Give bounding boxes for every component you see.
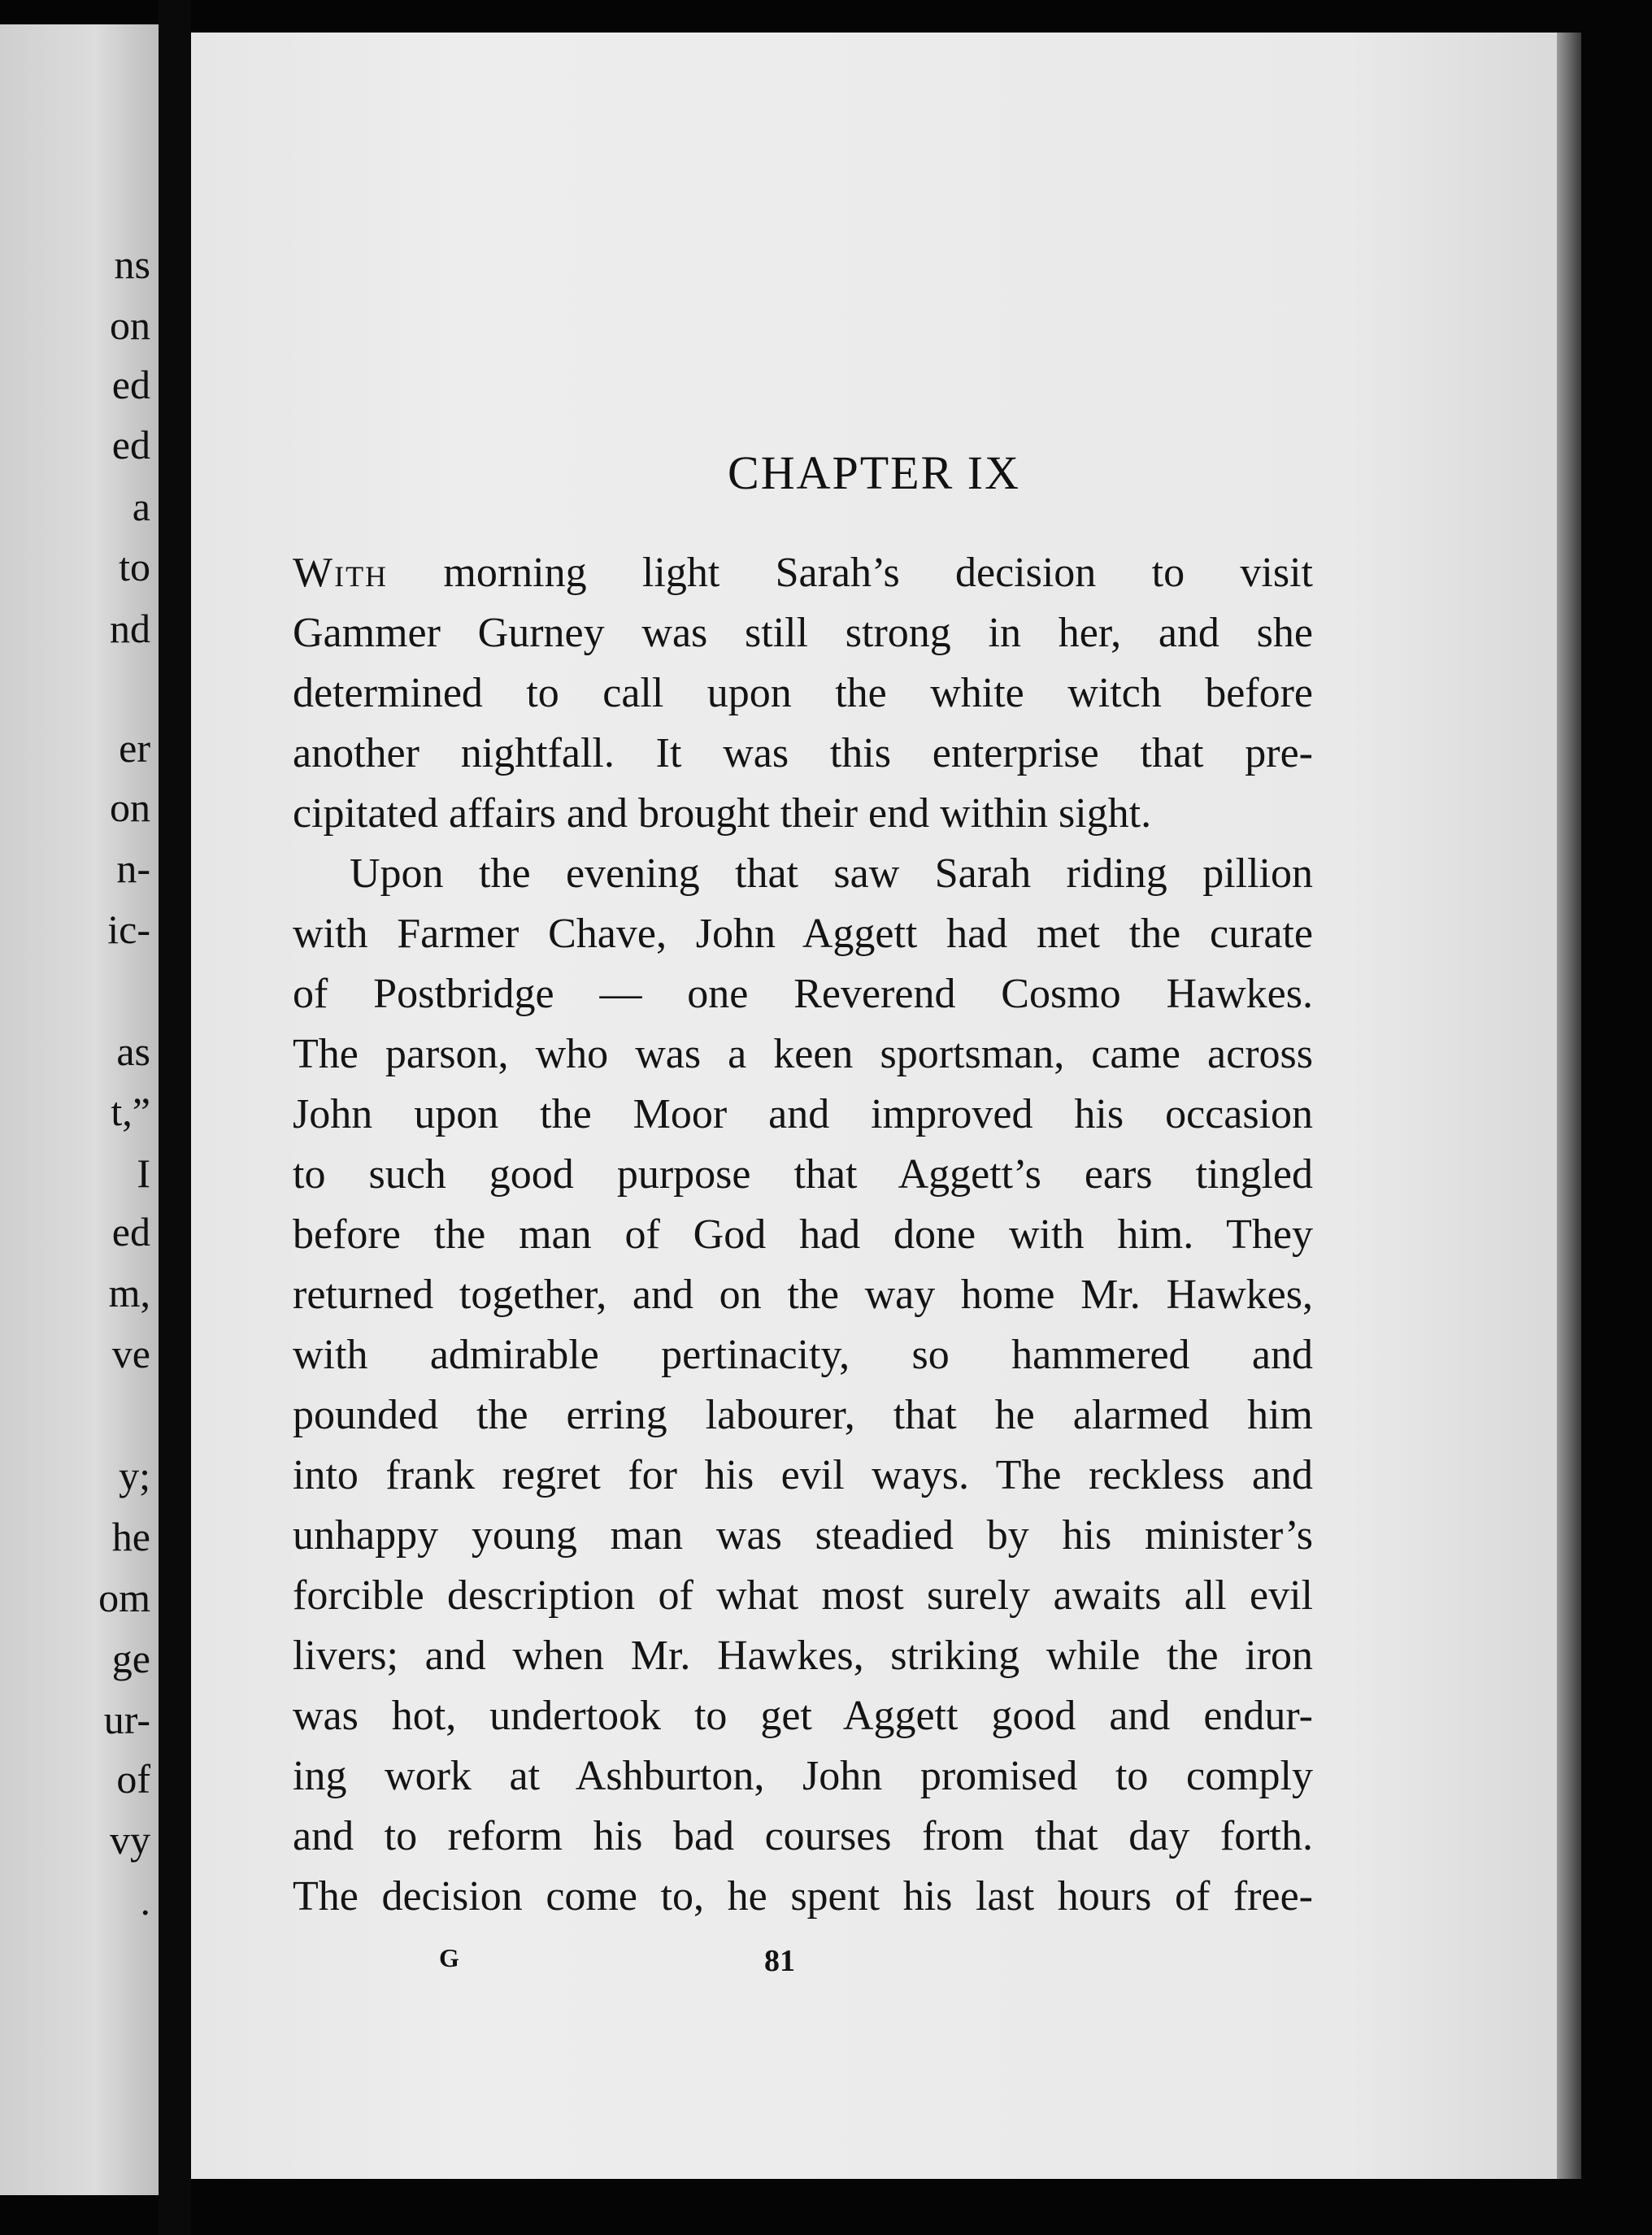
signature-mark: G — [439, 1943, 459, 1972]
text-line: ing work at Ashburton, John promised to comply — [293, 1753, 1313, 1799]
text-line: unhappy young man was steadied by his minister’s — [293, 1512, 1313, 1559]
left-page-text-fragment: ns — [114, 241, 150, 287]
text-line: forcible description of what most surely awaits all evil — [293, 1572, 1313, 1619]
left-page-text-fragment: nd — [110, 606, 150, 651]
chapter-title: CHAPTER IX — [728, 446, 1020, 499]
chapter-body — [293, 543, 1313, 1927]
left-page-text-fragment: er — [119, 725, 150, 771]
page-edge — [1557, 33, 1581, 2179]
left-page-text-fragment: a — [132, 484, 150, 529]
text-line: With morning light Sarah’s decision to visit — [293, 550, 1313, 596]
left-page-text-fragment: ed — [111, 422, 150, 467]
left-page-text-fragment: t,” — [111, 1089, 150, 1134]
left-page-text-fragment: n- — [116, 846, 150, 891]
left-page — [0, 24, 159, 2195]
text-line: and to reform his bad courses from that day forth. — [293, 1813, 1313, 1859]
text-line: with Farmer Chave, John Aggett had met the curate — [293, 911, 1313, 957]
text-line: The parson, who was a keen sportsman, came across — [293, 1031, 1313, 1077]
left-page-text-fragment: om — [98, 1575, 150, 1620]
text-line: before the man of God had done with him. They — [293, 1211, 1313, 1258]
left-page-text-fragment: on — [110, 302, 150, 348]
text-line: returned together, and on the way home Mr. Hawkes, — [293, 1272, 1313, 1318]
left-page-text-fragment: I — [137, 1150, 150, 1196]
text-line: Gammer Gurney was still strong in her, and she — [293, 610, 1313, 656]
left-page-text-fragment: he — [111, 1514, 150, 1559]
text-line: of Postbridge — one Reverend Cosmo Hawkes. — [293, 971, 1313, 1017]
left-page-text-fragment: as — [116, 1028, 150, 1074]
book-gutter — [159, 0, 191, 2235]
left-page-text-fragment: ve — [111, 1331, 150, 1376]
text-line: into frank regret for his evil ways. The reckless and — [293, 1452, 1313, 1498]
left-page-text-fragment: m, — [108, 1270, 150, 1315]
left-page-text-fragment: ge — [111, 1636, 150, 1681]
drop-word: With — [293, 550, 389, 596]
left-page-text-fragment: ic- — [107, 907, 150, 952]
text-line: The decision come to, he spent his last hours of free- — [293, 1873, 1313, 1920]
text-line: livers; and when Mr. Hawkes, striking while the iron — [293, 1633, 1313, 1679]
text-line: with admirable pertinacity, so hammered and — [293, 1332, 1313, 1378]
text-line: was hot, undertook to get Aggett good and endur- — [293, 1693, 1313, 1739]
text-line: John upon the Moor and improved his occasion — [293, 1091, 1313, 1137]
text-line: cipitated affairs and brought their end within sight. — [293, 790, 1152, 837]
text-line: another nightfall. It was this enterprise that pre- — [293, 730, 1313, 776]
left-page-text-fragment: y; — [119, 1453, 150, 1498]
text-line: Upon the evening that saw Sarah riding pillion — [350, 850, 1313, 897]
left-page-text-fragment: to — [119, 544, 150, 589]
left-page-text-fragment: ed — [111, 1209, 150, 1254]
text-line: pounded the erring labourer, that he alarmed him — [293, 1392, 1313, 1438]
left-page-text-fragment: vy — [110, 1817, 150, 1863]
page-number: 81 — [764, 1944, 795, 1978]
left-page-text-fragment: ur- — [103, 1697, 150, 1742]
left-page-text-fragment: on — [110, 785, 150, 830]
left-page-text-fragment: ed — [111, 362, 150, 407]
left-page-text-fragment: . — [140, 1878, 150, 1924]
text-line: determined to call upon the white witch before — [293, 670, 1313, 716]
text-line: to such good purpose that Aggett’s ears tingled — [293, 1151, 1313, 1198]
left-page-text-fragment: of — [116, 1756, 150, 1802]
